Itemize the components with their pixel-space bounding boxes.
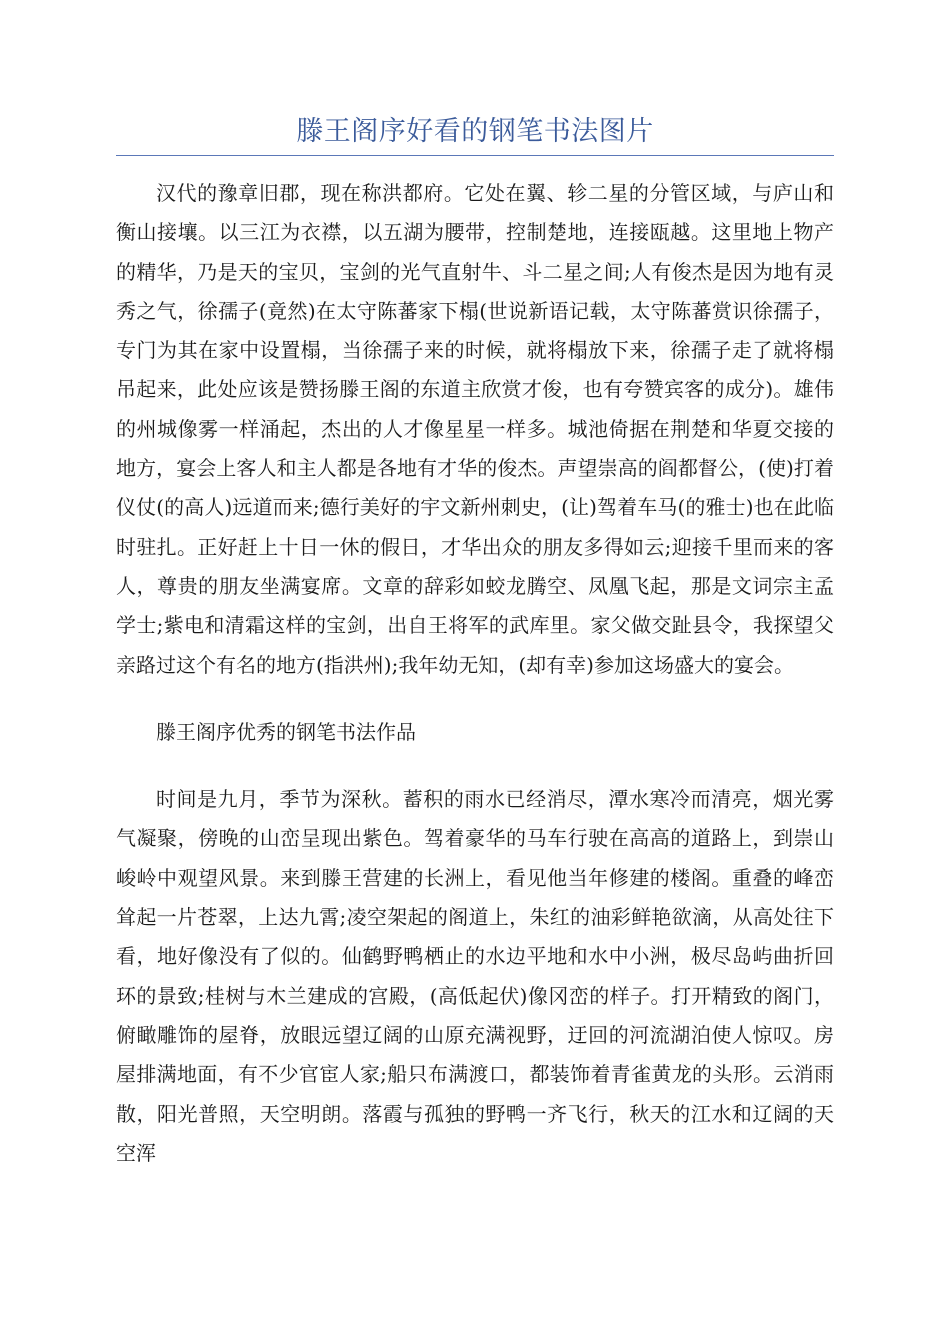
page-title: 滕王阁序好看的钢笔书法图片 [296, 116, 654, 147]
document-body [116, 174, 834, 1173]
subheading-paragraph: 滕王阁序优秀的钢笔书法作品 [156, 719, 416, 744]
paragraph-1: 汉代的豫章旧郡，现在称洪都府。它处在翼、轸二星的分管区域，与庐山和衡山接壤。以三江为衣襟，以五湖为腰带，控制楚地，连接瓯越。这里地上物产的精华，乃是天的宝贝，宝剑的光气直射牛、斗二星之间;人有俊杰是因为地有灵秀之气，徐孺子(竟然)在太守陈蕃家下榻(世说新语记载，太守陈蕃赏识徐孺子，专门为其在家中设置榻，当徐孺子来的时候，就将榻放下来，徐孺子走了就将榻吊起来，此处应该是赞扬滕王阁的东道主欣赏才俊，也有夸赞宾客的成分)。雄伟的州城像雾一样涌起，杰出的人才像星星一样多。城池倚据在荆楚和华夏交接的地方，宴会上客人和主人都是各地有才华的俊杰。声望崇高的阎都督公，(使)打着仪仗(的高人)远道而来;德行美好的宇文新州刺史，(让)驾着车马(的雅士)也在此临时驻扎。正好赶上十日一休的假日，才华出众的朋友多得如云;迎接千里而来的客人，尊贵的朋友坐满宴席。文章的辞彩如蛟龙腾空、凤凰飞起，那是文词宗主孟学士;紫电和清霜这样的宝剑，出自王将军的武库里。家父做交趾县令，我探望父亲路过这个有名的地方(指洪州);我年幼无知，(却有幸)参加这场盛大的宴会。 [116, 181, 834, 677]
paragraph-3: 时间是九月，季节为深秋。蓄积的雨水已经消尽，潭水寒冷而清亮，烟光雾气凝聚，傍晚的山峦呈现出紫色。驾着豪华的马车行驶在高高的道路上，到崇山峻岭中观望风景。来到滕王营建的长洲上，看见他当年修建的楼阁。重叠的峰峦耸起一片苍翠，上达九霄;凌空架起的阁道上，朱红的油彩鲜艳欲滴，从高处往下看，地好像没有了似的。仙鹤野鸭栖止的水边平地和水中小洲，极尽岛屿曲折回环的景致;桂树与木兰建成的宫殿，(高低起伏)像冈峦的样子。打开精致的阁门，俯瞰雕饰的屋脊，放眼远望辽阔的山原充满视野，迂回的河流湖泊使人惊叹。房屋排满地面，有不少官宦人家;船只布满渡口，都装饰着青雀黄龙的头形。云消雨散，阳光普照，天空明朗。落霞与孤独的野鸭一齐飞行，秋天的江水和辽阔的天空浑 [116, 787, 834, 1165]
title-underline [116, 155, 834, 156]
